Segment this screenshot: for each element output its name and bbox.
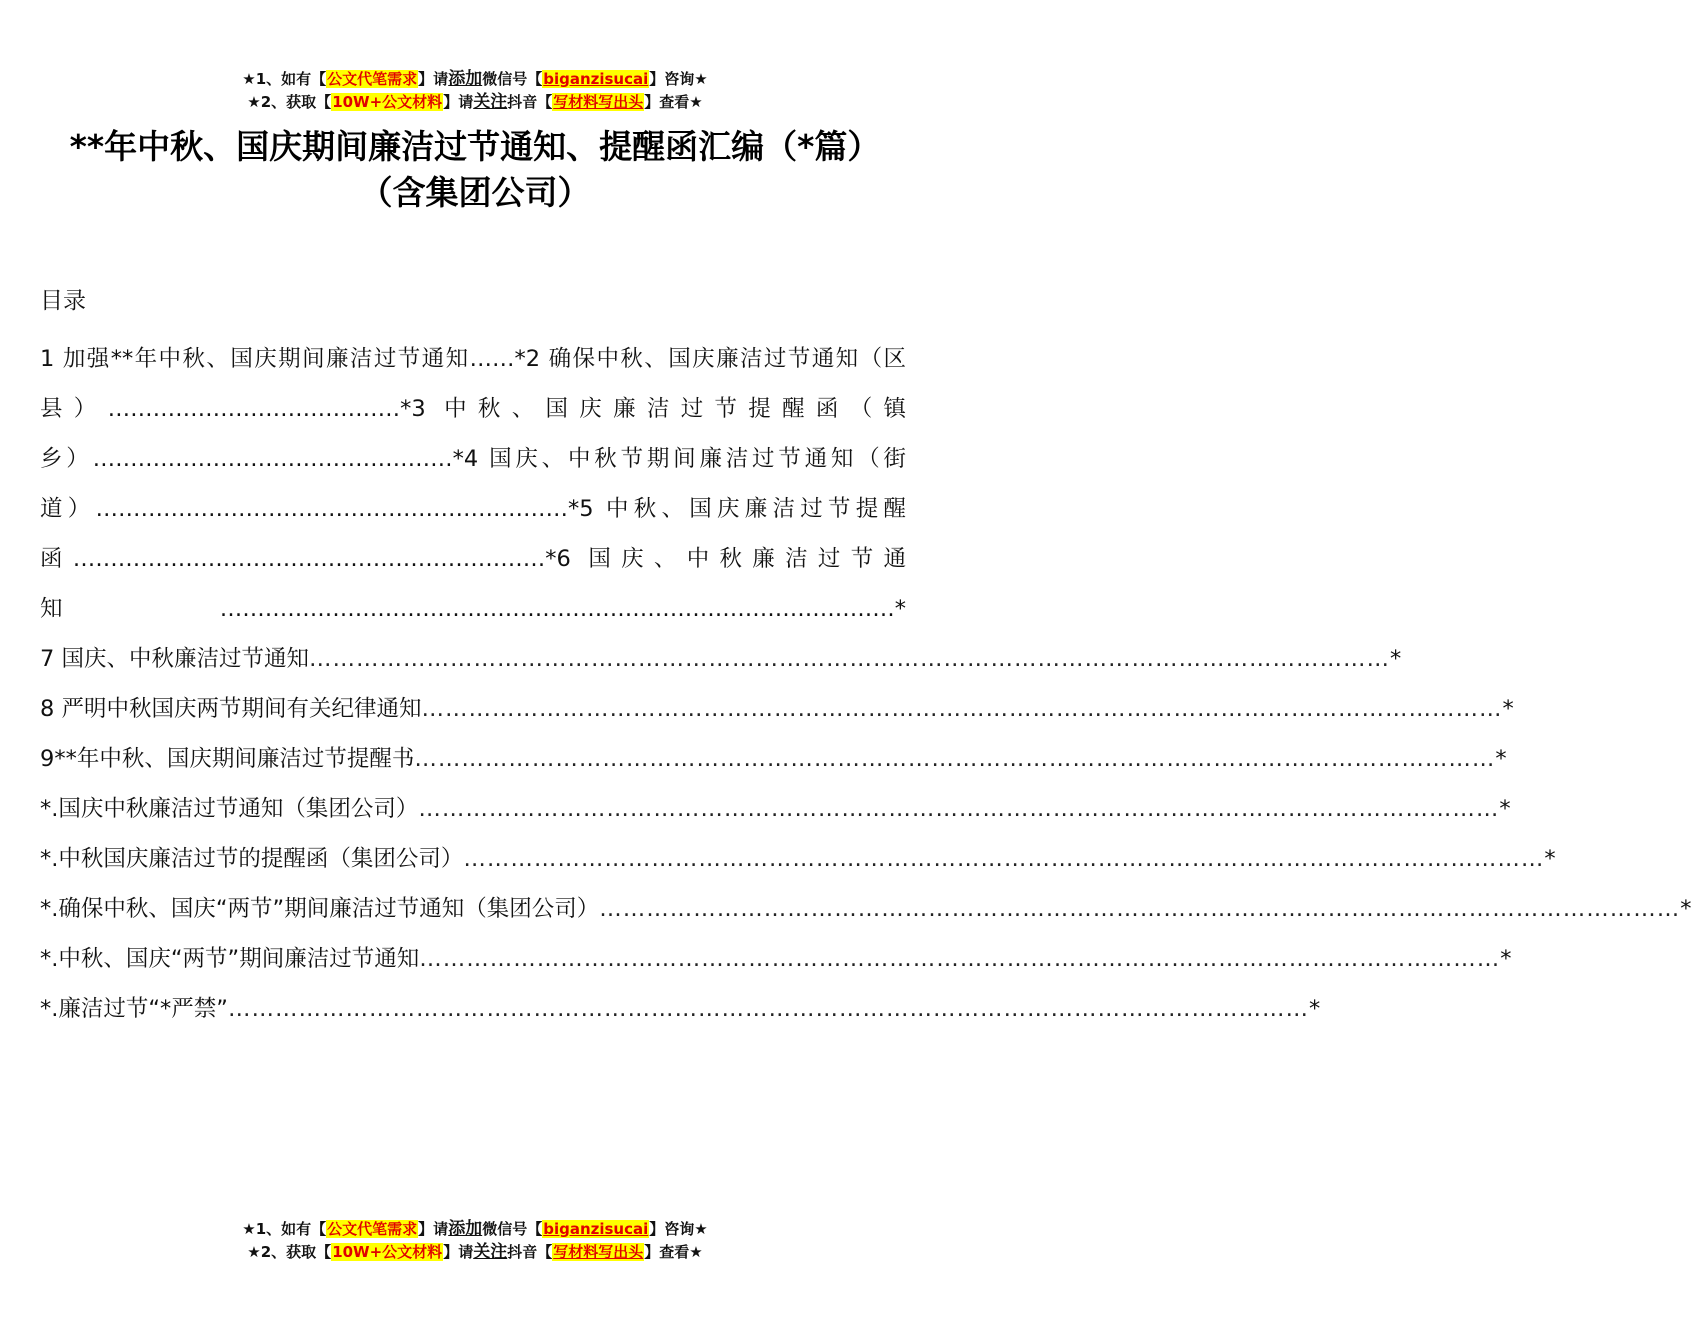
promo-text: 】请	[443, 1243, 474, 1261]
toc-heading: 目录	[40, 288, 86, 314]
promo-highlight: 10W+公文材料	[332, 1243, 443, 1261]
promo-text: 】请	[418, 1220, 449, 1238]
promo-text: 抖音【	[507, 1243, 553, 1261]
toc-entry-page: *	[1680, 896, 1691, 922]
toc-leader-dots: …………………………………………………………………………………………………………………………	[599, 896, 1681, 922]
toc-entry-label: *.中秋、国庆“两节”期间廉洁过节通知	[40, 946, 420, 972]
promo-highlight: biganzisucai	[543, 70, 649, 88]
toc-entry-label: 7 国庆、中秋廉洁过节通知	[40, 646, 309, 672]
promo-emphasis: 添加	[448, 1219, 483, 1239]
promo-highlight: 写材料写出头	[553, 93, 644, 111]
toc-entry-page: *	[1544, 846, 1556, 872]
promo-text: 】请	[418, 70, 449, 88]
promo-text: ★2、获取【	[247, 93, 332, 111]
toc-leader-dots: …………………………………………………………………………………………………………………………	[463, 846, 1545, 872]
toc-entry	[40, 734, 1507, 784]
promo-emphasis: 添加	[448, 69, 483, 89]
toc-leader-dots: …………………………………………………………………………………………………………………………	[308, 646, 1390, 672]
toc-entry	[40, 884, 1691, 934]
promo-highlight: biganzisucai	[543, 1220, 649, 1238]
toc-entry-page: *	[1502, 696, 1514, 722]
toc-entry-label: *.国庆中秋廉洁过节通知（集团公司）	[40, 796, 419, 822]
promo-text: ★1、如有【	[242, 1220, 327, 1238]
toc-entry-label: *.廉洁过节“*严禁”	[40, 996, 228, 1022]
toc-entry	[40, 984, 1321, 1034]
toc-merged-entries: 1 加强**年中秋、国庆期间廉洁过节通知……*2 确保中秋、国庆廉洁过节通知（区县）…………………………………*3 中秋、国庆廉洁过节提醒函（镇乡）…………………………………………*4 国庆、中秋节期间廉洁过节通知（街道）………………………………………………………*5 中秋、国庆廉洁过节提醒函………………………………………………………*6 国庆、中秋廉洁过节通知………………………………………………………………………………*	[40, 346, 906, 622]
toc-entry-label: *.中秋国庆廉洁过节的提醒函（集团公司）	[40, 846, 464, 872]
promo-text: 】查看★	[644, 1243, 703, 1261]
promo-text: ★1、如有【	[242, 70, 327, 88]
promo-text: 微信号【	[482, 70, 543, 88]
promo-text: 】请	[443, 93, 474, 111]
promo-text: 】查看★	[644, 93, 703, 111]
toc-entry-label: *.确保中秋、国庆“两节”期间廉洁过节通知（集团公司）	[40, 896, 600, 922]
title-line-1: **年中秋、国庆期间廉洁过节通知、提醒函汇编（*篇）	[69, 127, 881, 166]
toc-leader-dots: …………………………………………………………………………………………………………………………	[421, 696, 1503, 722]
toc-entry	[40, 634, 1402, 684]
promo-highlight: 10W+公文材料	[332, 93, 443, 111]
promo-text: ★2、获取【	[247, 1243, 332, 1261]
promo-text: 微信号【	[482, 1220, 543, 1238]
promo-text: 】咨询★	[649, 1220, 708, 1238]
document-title	[0, 124, 950, 216]
promo-highlight: 公文代笔需求	[327, 70, 418, 88]
title-line-2: （含集团公司）	[359, 173, 591, 212]
promo-emphasis: 关注	[473, 1242, 508, 1262]
toc-entry-label: 9**年中秋、国庆期间廉洁过节提醒书	[40, 746, 415, 772]
promo-banner-bottom	[0, 1218, 950, 1264]
promo-highlight: 写材料写出头	[553, 1243, 644, 1261]
promo-line-1	[0, 68, 950, 91]
toc-entry-label: 8 严明中秋国庆两节期间有关纪律通知	[40, 696, 422, 722]
toc-leader-dots: …………………………………………………………………………………………………………………………	[419, 946, 1501, 972]
toc-entry-page: *	[1389, 646, 1402, 672]
promo-line-2	[0, 91, 950, 114]
promo-line-2	[0, 1241, 950, 1264]
promo-banner-top	[0, 68, 950, 114]
promo-text: 抖音【	[507, 93, 553, 111]
promo-text: 】咨询★	[649, 70, 708, 88]
toc-entry	[40, 934, 1512, 984]
promo-emphasis: 关注	[473, 92, 508, 112]
toc-leader-dots: …………………………………………………………………………………………………………………………	[418, 796, 1500, 822]
promo-highlight: 公文代笔需求	[327, 1220, 418, 1238]
toc-leader-dots: …………………………………………………………………………………………………………………………	[227, 996, 1309, 1022]
toc-entry	[40, 834, 1556, 884]
toc-entry	[40, 784, 1511, 834]
toc-entry	[40, 684, 1514, 734]
toc-leader-dots: …………………………………………………………………………………………………………………………	[414, 746, 1496, 772]
toc-entry-page: *	[1500, 946, 1512, 972]
toc-entry-page: *	[1495, 746, 1507, 772]
toc-entry-page: *	[1499, 796, 1511, 822]
table-of-contents	[40, 334, 1691, 1034]
toc-entry-page: *	[1308, 996, 1321, 1022]
promo-line-1	[0, 1218, 950, 1241]
